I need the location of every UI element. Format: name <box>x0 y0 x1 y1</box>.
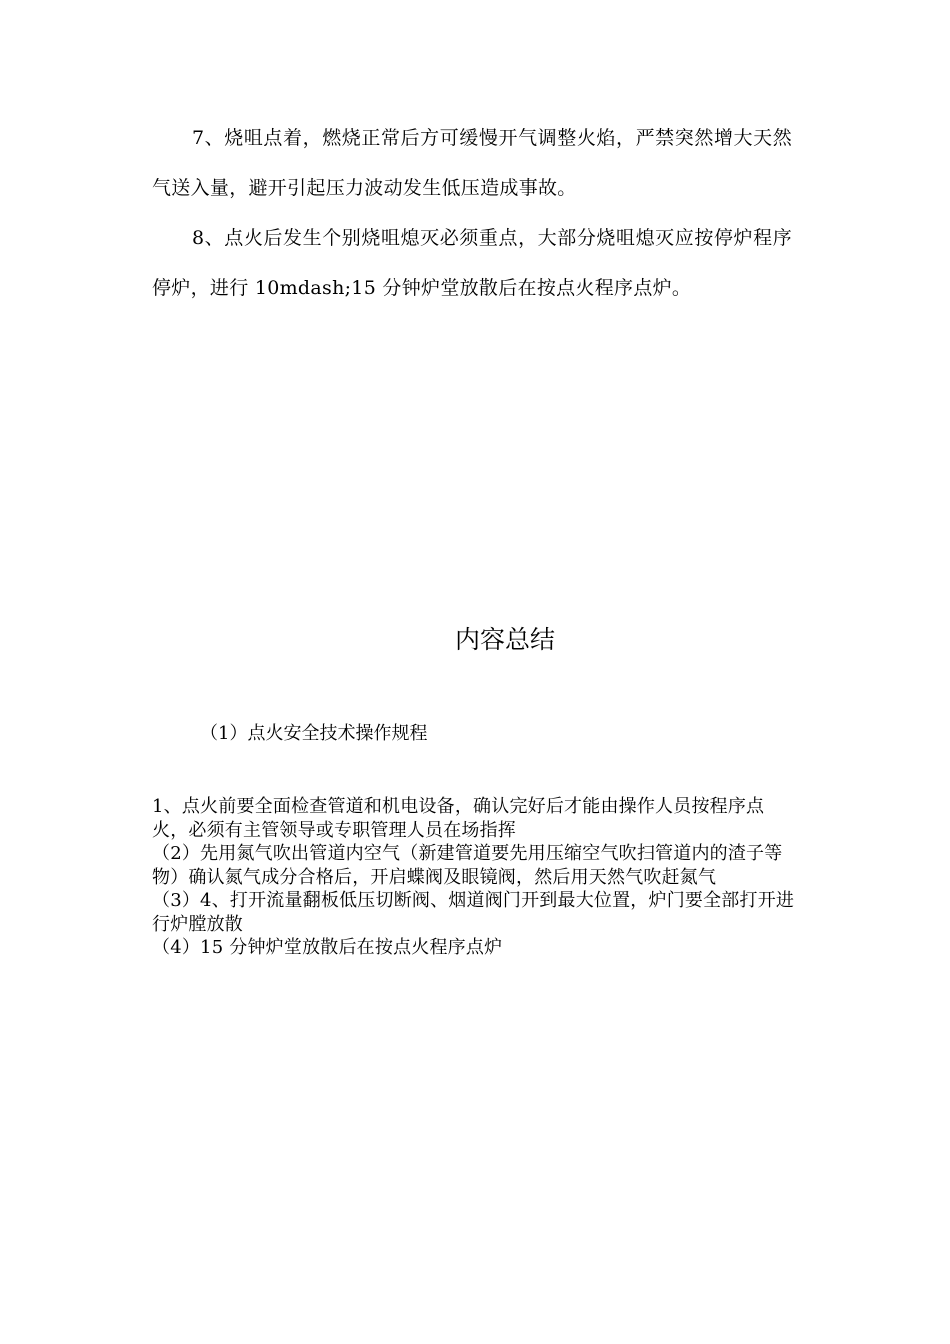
summary-line: 1、点火前要全面检查管道和机电设备，确认完好后才能由操作人员按程序点火，必须有主管领导或专职管理人员在场指挥 <box>152 796 765 841</box>
summary-title: 内容总结 <box>454 625 555 654</box>
summary-subtitle: （1）点火安全技术操作规程 <box>200 723 428 744</box>
summary-body <box>152 795 797 960</box>
paragraph-text: 8、点火后发生个别烧咀熄灭必须重点，大部分烧咀熄灭应按停炉程序停炉，进行 10mdash;15 分钟炉堂放散后在按点火程序点炉。 <box>152 227 792 299</box>
summary-line: （2）先用氮气吹出管道内空气（新建管道要先用压缩空气吹扫管道内的渣子等物）确认氮气成分合格后，开启蝶阀及眼镜阀，然后用天然气吹赶氮气 <box>152 843 783 888</box>
paragraph-step-7 <box>152 113 792 213</box>
summary-line: （3）4、打开流量翻板低压切断阀、烟道阀门开到最大位置，炉门要全部打开进行炉膛放散 <box>152 890 795 935</box>
summary-line: （4）15 分钟炉堂放散后在按点火程序点炉 <box>152 937 503 958</box>
paragraph-step-8 <box>152 213 792 313</box>
paragraph-text: 7、烧咀点着，燃烧正常后方可缓慢开气调整火焰，严禁突然增大天然气送入量，避开引起压力波动发生低压造成事故。 <box>152 127 792 199</box>
